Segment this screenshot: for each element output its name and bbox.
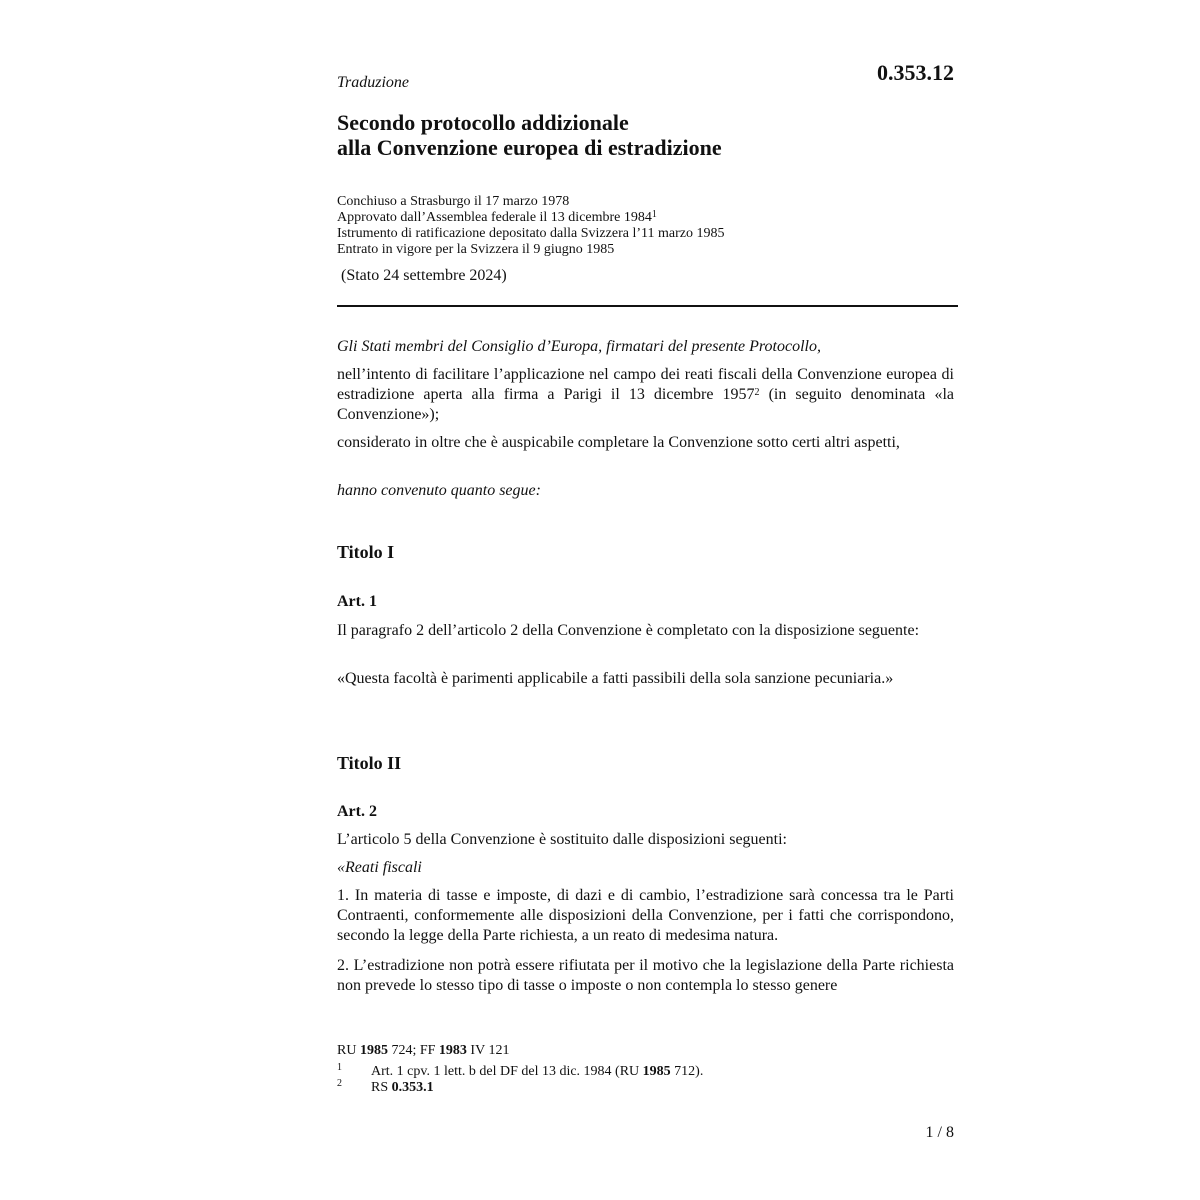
meta-approved: [337, 210, 957, 226]
preamble-agreed: hanno convenuto quanto segue:: [337, 482, 541, 499]
fn1-text-c: 712).: [670, 1064, 704, 1079]
preamble-p1-text-b: (in seguito denominata «la Convenzione»);: [337, 386, 954, 423]
meta-concluded: Conchiuso a Strasburgo il 17 marzo 1978: [337, 194, 570, 209]
fn-ref-e: IV 121: [466, 1043, 510, 1058]
fn-ref-c: 724; FF: [387, 1043, 439, 1058]
fn-ref-d: 1983: [438, 1043, 467, 1058]
art-2-subheading: «Reati fiscali: [337, 859, 422, 876]
meta-ratified: Istrumento di ratificazione depositato dalla Svizzera l’11 marzo 1985: [337, 226, 725, 241]
page-number: 1 / 8: [925, 1124, 954, 1141]
art-2-paragraph-2: 1. In materia di tasse e imposte, di dazi e di cambio, l’estradizione sarà concessa tra le Parti Contraenti, conformemente alle disposizioni della Convenzione, per i fatti che corrispondono, secondo la legge della Parte richiesta, a un reato di medesima natura.: [337, 887, 954, 944]
art-2-heading: Art. 2: [337, 803, 377, 820]
fn-ref-b: 1985: [359, 1043, 388, 1058]
fn2-text-a: RS: [371, 1080, 392, 1095]
title-1-heading: Titolo I: [337, 542, 395, 562]
footnote-ref-1[interactable]: 1: [651, 209, 657, 220]
translation-label: Traduzione: [337, 74, 410, 91]
preamble-p1-text-a: nell’intento di facilitare l’applicazione nel campo dei reati fiscali della Convenzione europea di estradizione aperta alla firma a Parigi il 13 dicembre 1957: [337, 366, 954, 403]
art-1-heading: Art. 1: [337, 593, 377, 610]
preamble-intro: Gli Stati membri del Consiglio d’Europa, firmatari del presente Protocollo,: [337, 338, 821, 355]
title-2-heading: Titolo II: [337, 753, 402, 773]
footnote-1-number: 1: [337, 1062, 342, 1073]
fn1-text-b: 1985: [642, 1064, 671, 1079]
header-divider: [337, 305, 958, 307]
sr-number: 0.353.12: [877, 60, 954, 85]
art-2-paragraph-1: L’articolo 5 della Convenzione è sostituito dalle disposizioni seguenti:: [337, 831, 787, 848]
title-line-1: Secondo protocollo addizionale: [337, 110, 629, 135]
preamble-paragraph-2: considerato in oltre che è auspicabile completare la Convenzione sotto certi altri aspetti,: [337, 434, 900, 451]
footnote-2-text: [371, 1080, 434, 1096]
footnote-references: [337, 1043, 509, 1059]
fn1-text-a: Art. 1 cpv. 1 lett. b del DF del 13 dic. 1984 (RU: [371, 1064, 643, 1079]
fn2-text-b: 0.353.1: [391, 1080, 434, 1095]
footnote-2-number: 2: [337, 1078, 342, 1089]
title-line-2: alla Convenzione europea di estradizione: [337, 135, 722, 160]
art-1-paragraph-2: «Questa facoltà è parimenti applicabile a fatti passibili della sola sanzione pecuniaria.»: [337, 670, 894, 687]
document-title: [337, 110, 957, 160]
art-1-paragraph-1: Il paragrafo 2 dell’articolo 2 della Convenzione è completato con la disposizione seguente:: [337, 622, 920, 639]
status-date: (Stato 24 settembre 2024): [341, 267, 507, 284]
meta-approved-text: Approvato dall’Assemblea federale il 13 dicembre 1984: [337, 210, 652, 225]
preamble-paragraph-1: [337, 365, 954, 425]
footnote-1-text: [371, 1064, 703, 1080]
metadata-block: [337, 194, 957, 258]
meta-in-force: Entrato in vigore per la Svizzera il 9 giugno 1985: [337, 242, 615, 257]
fn-ref-a: RU: [337, 1043, 360, 1058]
art-2-paragraph-3: 2. L’estradizione non potrà essere rifiutata per il motivo che la legislazione della Parte richiesta non prevede lo stesso tipo di tasse o imposte o non contempla lo stesso genere: [337, 957, 954, 994]
footnote-ref-2[interactable]: 2: [754, 387, 760, 398]
